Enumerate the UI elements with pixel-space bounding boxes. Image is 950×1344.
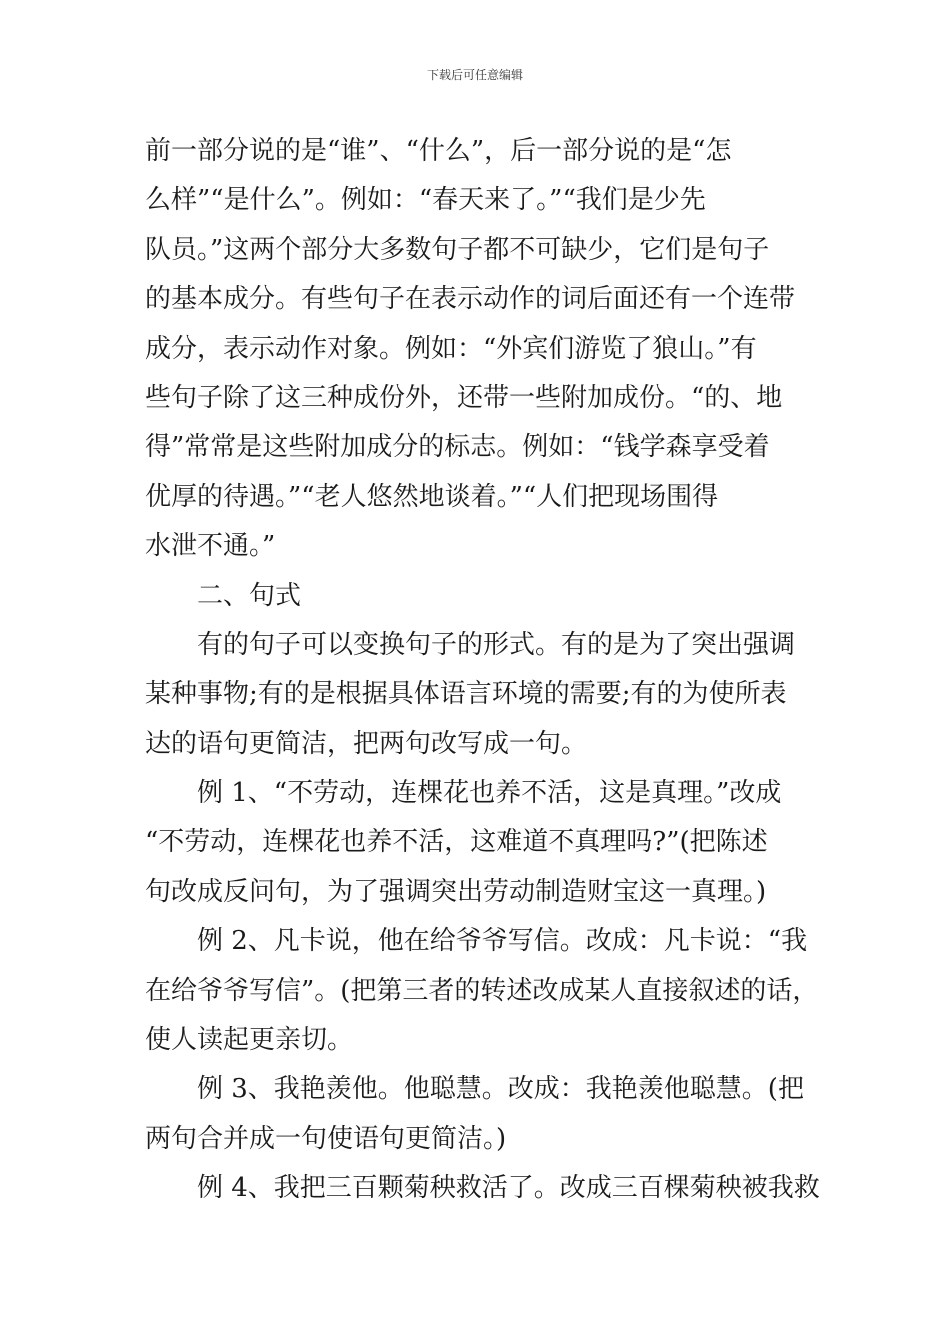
text-line: 某种事物;有的是根据具体语言环境的需要;有的为使所表 [145, 679, 787, 710]
text-line: “不劳动，连棵花也养不活，这难道不真理吗?”(把陈述 [145, 827, 768, 858]
text-line: 在给爷爷写信”。(把第三者的转述改成某人直接叙述的话， [145, 975, 819, 1006]
text-line: 使人读起更亲切。 [145, 1025, 354, 1056]
text-line: 有的句子可以变换句子的形式。有的是为了突出强调 [197, 629, 796, 660]
text-line: 例 3、我艳羡他。他聪慧。改成：我艳羡他聪慧。(把 [197, 1074, 804, 1105]
text-line: 些句子除了这三种成份外，还带一些附加成份。“的、地 [145, 382, 783, 413]
text-line: 例 1、“不劳动，连棵花也养不活，这是真理。”改成 [197, 778, 782, 809]
text-line: 队员。”这两个部分大多数句子都不可缺少，它们是句子 [145, 234, 770, 265]
text-line: 水泄不通。” [145, 531, 276, 562]
text-line: 的基本成分。有些句子在表示动作的词后面还有一个连带 [145, 284, 796, 315]
text-line: 前一部分说的是“谁”、“什么”，后一部分说的是“怎 [145, 136, 732, 166]
text-line: 例 2、凡卡说，他在给爷爷写信。改成：凡卡说：“我 [197, 926, 808, 957]
text-line: 达的语句更简洁，把两句改写成一句。 [145, 728, 588, 759]
text-line: 例 4、我把三百颗菊秧救活了。改成三百棵菊秧被我救 [197, 1173, 820, 1204]
text-line: 么样”“是什么”。例如：“春天来了。”“我们是少先 [145, 185, 706, 216]
page-header: 下载后可任意编辑 [426, 68, 523, 82]
text-line: 成分，表示动作对象。例如：“外宾们游览了狼山。”有 [145, 333, 757, 364]
text-line: 优厚的待遇。”“老人悠然地谈着。”“人们把现场围得 [145, 481, 719, 512]
text-line: 两句合并成一句使语句更简洁。) [145, 1123, 507, 1154]
body-text [145, 127, 835, 1214]
text-line: 句改成反问句，为了强调突出劳动制造财宝这一真理。) [145, 876, 767, 907]
text-line: 二、句式 [197, 580, 302, 611]
text-line: 得”常常是这些附加成分的标志。例如：“钱学森享受着 [145, 432, 770, 463]
